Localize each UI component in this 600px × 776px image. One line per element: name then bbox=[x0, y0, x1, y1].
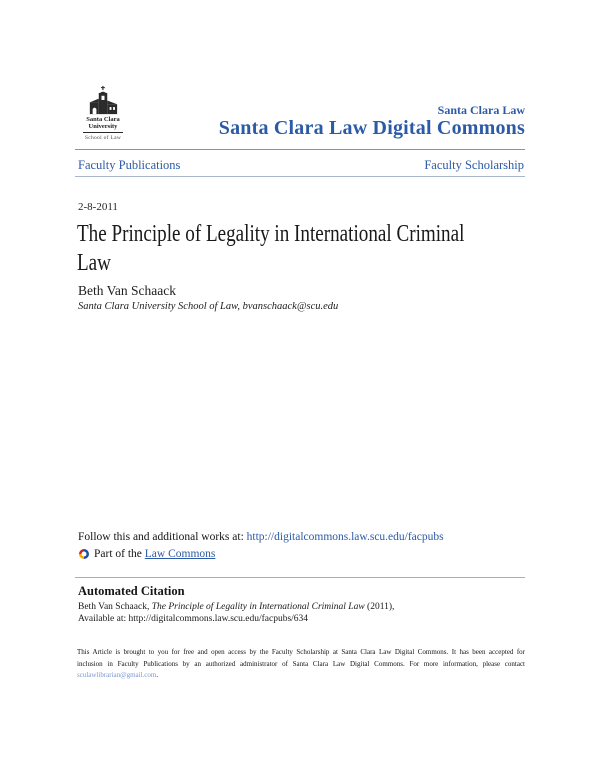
logo-school-label: School of Law bbox=[84, 135, 122, 141]
access-notice-period: . bbox=[156, 671, 159, 679]
logo-institution-line2: University bbox=[88, 123, 118, 130]
law-commons-link[interactable]: Law Commons bbox=[144, 548, 216, 560]
publication-date: 2-8-2011 bbox=[78, 201, 118, 213]
citation-line bbox=[78, 602, 394, 612]
citation-author: Beth Van Schaack, bbox=[78, 602, 152, 612]
article-title-line1: The Principle of Legality in International Criminal bbox=[77, 220, 465, 247]
repository-header bbox=[219, 104, 525, 140]
available-at-url-link[interactable]: http://digitalcommons.law.scu.edu/facpubs/634 bbox=[128, 614, 309, 624]
citation-work-title: The Principle of Legality in International Criminal Law bbox=[151, 602, 365, 612]
logo-institution-line1: Santa Clara bbox=[86, 116, 120, 123]
citation-suffix: (2011), bbox=[364, 602, 395, 612]
access-notice-line2: inclusion in Faculty Publications by an authorized administrator of Santa Clara Law Digital Commons. For more information, please contact bbox=[77, 659, 525, 668]
author-affiliation: Santa Clara University School of Law, bvanschaack@scu.edu bbox=[78, 301, 339, 312]
follow-works-line bbox=[78, 531, 444, 543]
part-of-label: Part of the bbox=[94, 548, 142, 560]
access-notice-line3 bbox=[77, 670, 525, 682]
citation-rule bbox=[75, 577, 525, 578]
header-rule-top bbox=[75, 149, 525, 150]
article-title bbox=[77, 220, 464, 277]
article-title-line2: Law bbox=[77, 248, 111, 276]
mission-tower-icon bbox=[87, 85, 119, 115]
nav-link-faculty-publications[interactable]: Faculty Publications bbox=[78, 157, 181, 172]
follow-works-label: Follow this and additional works at: bbox=[78, 531, 247, 543]
librarian-email-link[interactable]: sculawlibrarian@gmail.com bbox=[77, 671, 157, 679]
available-at-label: Available at: bbox=[78, 614, 129, 624]
nav-link-faculty-scholarship[interactable]: Faculty Scholarship bbox=[424, 157, 524, 172]
logo-divider bbox=[83, 132, 123, 133]
access-notice bbox=[77, 647, 525, 682]
access-notice-line1: This Article is brought to you for free and open access by the Faculty Scholarship at Santa Clara Law Digital Commons. It has been accepted for bbox=[77, 648, 525, 656]
header-nav bbox=[78, 156, 524, 174]
citation-available-line bbox=[78, 614, 308, 624]
repository-title: Santa Clara Law Digital Commons bbox=[218, 117, 525, 139]
part-of-line bbox=[78, 548, 215, 560]
header-rule-bottom bbox=[75, 176, 525, 177]
repository-super-title: Santa Clara Law bbox=[437, 103, 525, 117]
automated-citation-heading: Automated Citation bbox=[78, 584, 185, 598]
university-logo bbox=[80, 85, 126, 141]
digital-commons-network-icon bbox=[78, 548, 90, 560]
author-name: Beth Van Schaack bbox=[78, 283, 176, 298]
follow-works-url-link[interactable]: http://digitalcommons.law.scu.edu/facpubs bbox=[246, 531, 444, 543]
